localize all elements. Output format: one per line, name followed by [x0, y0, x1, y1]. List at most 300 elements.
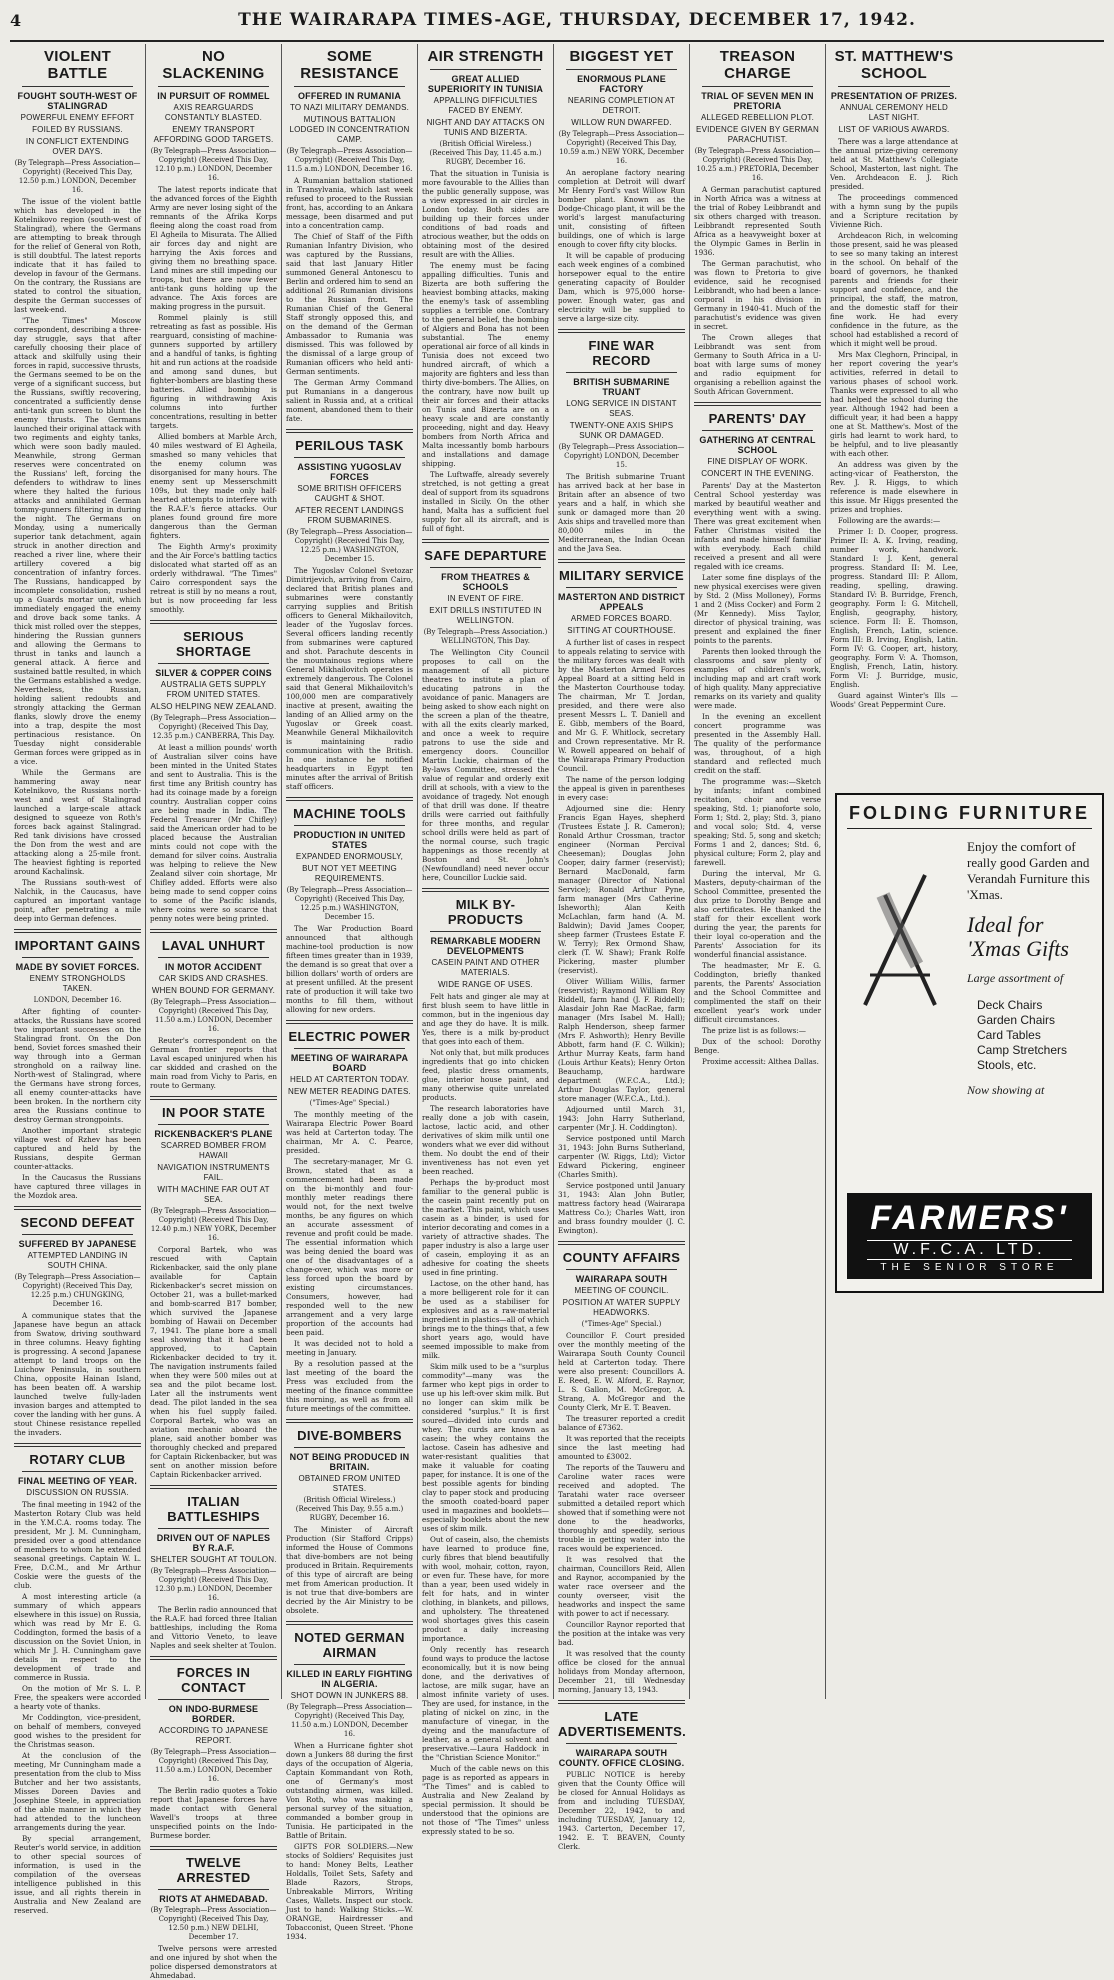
- paragraph: During the interval, Mr G. Masters, deputy-chairman of the School Committee, presented the dux prize to Dorothy Benge and also certificates. He thanked the staff for their excellent work during the year, the parents for their loyal co-operation and the Parents' Association for its wonderful financial assistance.: [694, 869, 821, 959]
- subheading: NOT BEING PRODUCED IN BRITAIN.: [289, 1452, 410, 1472]
- ad-item: Card Tables: [977, 1028, 1041, 1042]
- paragraph: It was reported that the receipts since the last meeting had amounted to £3002.: [558, 1434, 685, 1461]
- subheading: ALLEGED REBELLION PLOT.: [700, 113, 815, 122]
- headline-rule: [22, 957, 133, 958]
- paragraph: Much of the cable news on this page is as reported as appears in "The Times" and is cabled to Australia and New Zealand by special permission. It should be understood that the opinions are not those of "The Times" unless expressly stated to be so.: [422, 1764, 549, 1836]
- article-divider: [14, 929, 141, 933]
- article-body: [286, 566, 413, 791]
- headline-rule: [158, 1528, 269, 1529]
- paragraph: Allied bombers at Marble Arch, 40 miles westward of El Agheila, smashed so many vehicles that the enemy column was disorganised for many hours. The enemy sent up Messerschmitt 109s, but they made only half-hearted attempts to interfere with the R.A.F.'s fierce attacks. Our planes found ground fire more dangerous than the German fighters.: [150, 432, 277, 540]
- article-body: [286, 924, 413, 1014]
- headline-rule: [22, 86, 133, 87]
- paragraph: Rommel plainly is still retreating as fast as possible. His rearguard, consisting of machine-gunners supported by artillery and a handful of tanks, is fighting hit and run actions at the roadside and among sand dunes, but fighter-bombers are blasting these batteries. Allied bombing is figuring in withdrawing Axis columns into further concentrations, resulting in better targets.: [150, 313, 277, 430]
- subheading: TWENTY-ONE AXIS SHIPS SUNK OR DAMAGED.: [569, 421, 674, 440]
- dateline: (By Telegraph—Press Association—Copyright) (Received This Day, 10.25 a.m.) PRETORIA, December 16.: [694, 147, 821, 182]
- article: [286, 797, 413, 1014]
- subheading: CAR SKIDS AND CRASHES.: [158, 974, 269, 983]
- article-body: [150, 1245, 277, 1479]
- paragraph: An address was given by the acting-vicar of Featherston, the Rev. J. R. Higgs, to which reference is made elsewhere in this issue. Mr Higgs presented the prizes and trophies.: [830, 460, 958, 514]
- paragraph: Service postponed until January 31, 1943: Alan John Butler, mattress factory head (Wairarapa Mattress Co.); Charles Watt, iron and brass foundry moulder (J. C. Ewington).: [558, 1181, 685, 1235]
- article: [422, 48, 549, 533]
- paragraph: Archdeacon Rich, in welcoming those present, said he was pleased to see so many taking an interest in the school. On behalf of the board of governors, he thanked parents and friends for their support and confidence, and the principal, the staff, the matron, and the domestic staff for their fine work. He had every confidence in the future, as the school had established a record of which it might well be proud.: [830, 231, 958, 348]
- paragraph: The reports of the Tauweru and Caroline water races were received and adopted. The Taratahi water race overseer submitted a detailed report which showed that if something were not done to the headworks, thoroughly and speedily, serious trouble in getting water into the races would be experienced.: [558, 1463, 685, 1553]
- subheading: TRIAL OF SEVEN MEN IN PRETORIA: [701, 91, 814, 111]
- subheading: MADE BY SOVIET FORCES.: [15, 962, 140, 972]
- subheading: NIGHT AND DAY ATTACKS ON TUNIS AND BIZERTA.: [426, 118, 545, 137]
- article: [286, 48, 413, 423]
- column-4: [418, 44, 554, 1836]
- subheading: PRESENTATION OF PRIZES.: [830, 91, 958, 101]
- paragraph: Only recently has research found ways to produce the lactose economically, but it is now being done, and the derivatives of lactose, are milk sugar, have an almost infinite variety of uses. They are used, for instance, in the plating of nickel on zinc, in the manufacture of vinegar, in the dyeing and the manufacture of leather, as a general solvent and preservative.—Laura Haddock in the "Christian Science Monitor.": [422, 1645, 549, 1762]
- paragraph: Service postponed until March 31, 1943: John Burns Sutherland, carpenter (W. Riggs, Ltd); Victor Edward Pickering, engineer (Charles Smith).: [558, 1134, 685, 1179]
- subheading: ON INDO-BURMESE BORDER.: [168, 1704, 259, 1724]
- dateline: (By Telegraph—Press Association—Copyright) (Received This Day, 12.10 p.m.) LONDON, December 16.: [150, 147, 277, 182]
- subheading: ASSISTING YUGOSLAV FORCES: [297, 462, 402, 482]
- article-body: [830, 137, 958, 709]
- ad-item: Camp Stretchers: [977, 1043, 1068, 1057]
- subheading: SOME BRITISH OFFICERS CAUGHT & SHOT.: [297, 484, 402, 503]
- subheading: EXIT DRILLS INSTITUTED IN WELLINGTON.: [429, 606, 542, 625]
- paragraph: The Minister of Aircraft Production (Sir Stafford Cripps) informed the House of Commons that dive-bombers are not being produced in Britain. Requirements of this type of aircraft are being met from American production. It is not true that dive-bombers are decried by the Air Ministry to be obsolete.: [286, 1525, 413, 1615]
- paragraph: At the conclusion of the meeting, Mr Cunningham made a presentation from the club to Miss Butcher and her two assistants, Misses Doreen Davies and Josephine Steele, in appreciation of the able manner in which they had attended to the luncheon arrangements during the year.: [14, 1751, 141, 1832]
- article: [150, 1846, 277, 1980]
- article-body: [286, 1525, 413, 1615]
- paragraph: The Berlin radio quotes a Tokio report that Japanese forces have made contact with General Wavell's troops at three unspecified points on the Indo-Burmese border.: [150, 1786, 277, 1840]
- headline: LATE ADVERTISEMENTS.: [558, 1709, 687, 1739]
- paragraph: A Rumanian battalion stationed in Transylvania, which last week refused to proceed to the Russian front, has, according to an Ankara message, been disarmed and put into a concentration camp.: [286, 176, 413, 230]
- headline-rule: [294, 825, 405, 826]
- headline: SECOND DEFEAT: [20, 1215, 135, 1230]
- ad-brand-company: W.F.C.A. LTD.: [867, 1240, 1072, 1260]
- article: [286, 429, 413, 791]
- article-body: [558, 472, 685, 553]
- farmers-advertisement: [835, 785, 1104, 1293]
- headline: PERILOUS TASK: [295, 438, 404, 453]
- article: [150, 1096, 277, 1479]
- subheading: MUTINOUS BATTALION LODGED IN CONCENTRATION CAMP.: [289, 115, 410, 144]
- article-divider: [150, 1846, 277, 1850]
- ad-box: [835, 793, 1104, 1293]
- article-divider: [150, 929, 277, 933]
- dateline: (By Telegraph—Press Association—Copyright) (Received This Day, 10.59 a.m.) NEW YORK, December 16.: [558, 130, 685, 165]
- subheading: BRITISH SUBMARINE TRUANT: [573, 377, 670, 397]
- subheading: POSITION AT WATER SUPPLY HEADWORKS.: [562, 1298, 681, 1317]
- subheading: SILVER & COPPER COINS: [155, 668, 272, 678]
- subheading: PRODUCTION IN UNITED STATES: [293, 830, 406, 850]
- subheading: ENEMY STRONGHOLDS TAKEN.: [29, 974, 126, 993]
- article: [150, 1485, 277, 1650]
- paragraph: An aeroplane factory nearing completion at Detroit will dwarf Mr Henry Ford's vast Willow Run bomber plant. Known as the Dodge-Chicago plant, it will be the world's largest manufacturing unit, consisting of fifteen buildings, one of which is large enough to cover fifty city blocks.: [558, 168, 685, 249]
- dateline: (By Telegraph—Press Association—Copyright) (Received This Day, 11.50 a.m.) LONDON, December 16.: [150, 1748, 277, 1783]
- paragraph: Following are the awards:—: [838, 516, 941, 525]
- subheading: EXPANDED ENORMOUSLY,: [295, 852, 404, 861]
- dateline: (By Telegraph—Press Association—Copyright) (Received This Day, 11.50 a.m.) LONDON, December 16.: [150, 998, 277, 1033]
- subheading: ATTEMPTED LANDING IN SOUTH CHINA.: [27, 1251, 128, 1270]
- headline-rule: [158, 1889, 269, 1890]
- subheading: SITTING AT COURTHOUSE.: [567, 626, 676, 635]
- paragraph: That the situation in Tunisia is more favourable to the Allies than the public generally suppose, was a view expressed in air circles in London today. Both sides are building up their forces under conditions of bad roads and atrocious weather, but the odds on obtaining most of the desired result are with the Allies.: [422, 169, 549, 259]
- paragraph: Proxime accessit: Althea Dallas.: [702, 1057, 819, 1066]
- subheading: FOILED BY RUSSIANS.: [32, 125, 123, 134]
- paragraph: While the Germans are hammering away near Kotelnikovo, the Russians north-west and west of Stalingrad launched a large-scale attack designed to squeeze von Roth's forces back against Stalingrad. Red tank divisions have crossed the Don from the west and are attacking along a 25-mile front. The heaviest fighting is reported around Kachalinsk.: [14, 768, 141, 876]
- subheading: FROM THEATRES & SCHOOLS: [441, 572, 530, 592]
- headline: NO SLACKENING: [162, 48, 265, 82]
- headline-rule: [294, 1447, 405, 1448]
- paragraph: Primer I: D. Cooper, progress. Primer II: A. K. Irving, reading, number work, handwork. Standard I: J. Kent, general progress. Standard II: M. Lee, progress. Standard III: P. Allom, reading, spelling, drawing. Standard IV: B. Burridge, French, geography. Form I: G. Mitchell, English, geography, history, science. Form II: E. Thomson, English, French, Latin, science. Form III: B. Irving, English, Latin. Form IV: G. Cooper, art, history, geography. Form V: A. Thomson, English, French, Latin, history. Form VI: J. Burridge, music, English.: [830, 527, 958, 689]
- headline: ITALIAN BATTLESHIPS: [167, 1494, 260, 1524]
- paragraph: Dux of the school: Dorothy Benge.: [694, 1037, 821, 1055]
- subheading: REMARKABLE MODERN DEVELOPMENTS: [430, 936, 541, 956]
- paragraph: After fighting of counter-attacks, the Russians have scored two important successes on the Stalingrad front. On the Don bend, Soviet forces smashed their way through into a German stronghold on a railway line. North-west of Stalingrad, where the Germans have strong forces, all enemy counter-attacks have been broken. In the northern city area the Russians continue to destroy German strongpoints.: [14, 1007, 141, 1124]
- subheading: WAIRARAPA SOUTH: [575, 1274, 668, 1284]
- subheading: IN CONFLICT EXTENDING OVER DAYS.: [25, 137, 130, 156]
- subheading: WITH MACHINE FAR OUT AT SEA.: [157, 1185, 270, 1204]
- headline-rule: [294, 1664, 405, 1665]
- ad-title: FOLDING FURNITURE: [847, 803, 1092, 829]
- article: [558, 1700, 685, 1851]
- paragraph: The Eighth Army's proximity and the Air Force's battling tactics dislocated what started off as an orderly withdrawal. "The Times" Cairo correspondent says the retreat is still by no means a rout, but is now proceeding far less smoothly.: [150, 542, 277, 614]
- headline-rule: [566, 372, 677, 373]
- article-body: [14, 1500, 141, 1915]
- article-body: [14, 197, 141, 923]
- headline: COUNTY AFFAIRS: [562, 1250, 681, 1265]
- article: [150, 48, 277, 614]
- article-body: [422, 992, 549, 1836]
- article-body: [422, 169, 549, 533]
- subheading: WIDE RANGE OF USES.: [438, 980, 533, 989]
- paragraph: By a resolution passed at the last meeting of the board the Press was excluded from the meeting of the finance committee this morning, as well as from all future meetings of the committee.: [286, 1359, 413, 1413]
- column-2: [146, 44, 282, 1980]
- headline: FINE WAR RECORD: [588, 338, 655, 368]
- subheading: HELD AT CARTERTON TODAY.: [289, 1075, 410, 1084]
- article-body: [558, 638, 685, 1235]
- subheading: BUT NOT YET MEETING REQUIREMENTS.: [302, 864, 397, 883]
- dateline: (British Official Wireless.) (Received This Day, 11.45 a.m.) RUGBY, December 16.: [429, 140, 542, 166]
- headline-rule: [566, 69, 677, 70]
- article-divider: [286, 797, 413, 801]
- ad-brand-slogan: THE SENIOR STORE: [880, 1262, 1059, 1273]
- subheading: ACCORDING TO JAPANESE REPORT.: [158, 1726, 269, 1745]
- paragraph: Adjourned sine die: Henry Francis Egan Hayes, shepherd (Trustees Estate J. R. Cameron); Ronald Arthur Crossman, tractor engineer (Norman Percival Cheeseman); Douglas John Cooper, dairy farmer (reservist); Bernard MacDonald, farm manager (Director of National Service); Ronald Arthur Pyne, farm manager (Mrs Catherine Isheworth); Alan Keith McLachlan, farm hand (A. M. Baldwin); David James Cooper, sheep farmer (Trustees Estate F. W. Terry); Rex Ormond Shaw, clerk (T. W. Shaw); Frank Rolfe Pickering, master plumber (reservist).: [558, 804, 685, 975]
- article: [558, 1241, 685, 1694]
- ad-showing: Now showing at: [967, 1083, 1045, 1097]
- paragraph: It was resolved that the county office be closed for the annual holidays from Monday afternoon, December 21, till Wednesday morning, January 13, 1943.: [558, 1649, 685, 1694]
- subheading: FINE DISPLAY OF WORK.: [707, 457, 808, 466]
- page-number: 4: [10, 10, 22, 30]
- dateline: (By Telegraph—Press Association—Copyright) (Received This Day, 11.50 a.m.) LONDON, December 16.: [286, 1703, 413, 1738]
- paragraph: The programme was:—Sketch by infants; infant combined recitation, choir and verse speaking, Std. 1; pianoforte solo, Form 1; Std. 2, play; Std. 3, piano and vocal solo; Std. 4, verse speaking; Std. 5, song and sketch; Forms 1 and 2, dances; Std. 6, physical culture; Form 2, play and farewell.: [694, 777, 821, 867]
- headline: FORCES IN CONTACT: [176, 1665, 251, 1695]
- article: [14, 48, 141, 923]
- article-divider: [694, 402, 821, 406]
- subheading: TO NAZI MILITARY DEMANDS.: [289, 103, 410, 112]
- headline: VIOLENT BATTLE: [43, 48, 112, 82]
- article-divider: [558, 329, 685, 333]
- paragraph: The monthly meeting of the Wairarapa Electric Power Board was held at Carterton today. The chairman, Mr A. C. Pearce, presided.: [286, 1110, 413, 1155]
- paragraph: Parents then looked through the classrooms and saw plenty of examples of children's work, including map and art craft work of high quality. Many appreciative remarks on its variety and quality were made.: [694, 647, 821, 710]
- subheading: ENEMY TRANSPORT AFFORDING GOOD TARGETS.: [153, 125, 274, 144]
- subheading: RIOTS AT AHMEDABAD.: [159, 1894, 268, 1904]
- paragraph: The issue of the violent battle which has developed in the Kotelnikovo region (south-west of Stalingrad), where the Germans are attempting to break through for the relief of General von Roth, is still doubtful. The latest reports indicate that it has failed to develop in favour of the Germans. On the contrary, the Russians are stated to control the situation, despite the German successes of last week-end.: [14, 197, 141, 314]
- headline: MILK BY-PRODUCTS: [447, 897, 524, 927]
- article-divider: [14, 1206, 141, 1210]
- headline: NOTED GERMAN AIRMAN: [294, 1630, 405, 1660]
- article: [558, 48, 685, 323]
- column-5: [554, 44, 690, 1851]
- subheading: AFTER RECENT LANDINGS FROM SUBMARINES.: [295, 506, 404, 525]
- article-body: [150, 1786, 277, 1840]
- ad-ideal: Ideal for 'Xmas Gifts: [967, 912, 1069, 961]
- article: [150, 1656, 277, 1840]
- paragraph: The Crown alleges that Leibbrandt was sent from Germany to South Africa in a U-boat with large sums of money and radio equipment for organising a rebellion against the South African Government.: [694, 333, 821, 396]
- paragraph: The Wellington City Council proposes to call on the management of all picture theatres to institute a plan of educating patrons in the avoidance of panic. Managers are being asked to show each night on the screen a plan of the theatre, with all the exits clearly marked, and once a week to require patrons to use the side and emergency doors. Councillor Martin Luckie, chairman of the By-laws Committee, stressed the value of regular and orderly exit drill at schools, with a view to the avoidance of tragedy. Not enough of that drill was done. If theatre drills were carried out faithfully for three months, and regular school drills were held as part of the normal course, such tragic happenings as those recently at Boston and St. John's (Newfoundland) need never occur here, Councillor Luckie said.: [422, 648, 549, 882]
- paragraph: The Luftwaffe, already severely stretched, is not getting a great deal of support from its squadrons installed in Sicily. On the other hand, Malta has a sufficient fuel supply for all its aircraft, and is full of fight.: [422, 470, 549, 533]
- column-1: [10, 44, 146, 1915]
- headline-rule: [158, 86, 269, 87]
- subheading: WAIRARAPA SOUTH COUNTY. OFFICE CLOSING.: [558, 1748, 685, 1768]
- article: [422, 539, 549, 882]
- ad-item: Garden Chairs: [977, 1013, 1056, 1027]
- subheading: WILLOW RUN DWARFED.: [571, 118, 672, 127]
- subheading: FOUGHT SOUTH-WEST OF STALINGRAD: [17, 91, 138, 111]
- subheading: GATHERING AT CENTRAL SCHOOL: [699, 435, 816, 455]
- article: [422, 888, 549, 1836]
- article-divider: [286, 429, 413, 433]
- paragraph: The British submarine Truant has arrived back at her base in Britain after an absence of two years and a half, in which she sunk or damaged more than 20 Axis ships and travelled more than 80,000 miles in the Mediterranean, the Indian Ocean and the Java Sea.: [558, 472, 685, 553]
- article-body: [150, 1036, 277, 1090]
- paragraph: The headmaster, Mr E. G. Coddington, briefly thanked parents, the Parents' Association and the School Committee and complimented the staff on their excellent year's work under difficult circumstances.: [694, 961, 821, 1024]
- paragraph: Oliver William Willis, farmer (reservist); Raymond William Roy Riddell, farm hand (J. F. Riddell); Alasdair John Rae MacRae, farm manager (Mrs Isabel M. Hall); Ralph Henderson, sheep farmer (Mrs F. Ashworth); Henry Beville Abbott, farm hand (F. C. Wilkin); Arthur Murray Keats, farm hand (Louis Arthur Keats); Henry Orton Beauchamp, hardware department (W.F.C.A., Ltd.); Arthur Douglas Taylor, general store manager (W.F.C.A., Ltd.).: [558, 977, 685, 1103]
- article: [830, 48, 958, 709]
- article-body: [150, 1944, 277, 1980]
- paragraph: GIFTS FOR SOLDIERS.—New stocks of Soldiers' Requisites just to hand: Money Belts, Leather Holdalls, Toilet Sets, Safety and Blade Razors, Strops, Unbreakable Mirrors, Writing Cases, Wallets. Inspect our stock. Just to hand: Walking Sticks.—W. ORANGE, Hairdresser and Tobacconist, Queen Street. 'Phone 1934.: [286, 1842, 413, 1941]
- headline-rule: [294, 86, 405, 87]
- subheading: ALSO HELPING NEW ZEALAND.: [150, 702, 277, 711]
- article-body: [150, 1605, 277, 1650]
- headline-rule: [22, 1234, 133, 1235]
- paragraph: When a Hurricane fighter shot down a Junkers 88 during the first days of the occupation of Algeria, Captain Kommandant von Roth, one of Germany's most outstanding airmen, was killed. Von Roth, who was making a personal survey of the situation, commanded a bomber group in Tunisia. He participated in the Battle of Britain.: [286, 1741, 413, 1840]
- dateline: (By Telegraph—Press Association—Copyright) (Received This Day, 12.35 p.m.) CANBERRA, This Day.: [150, 714, 277, 740]
- dateline: ("Times-Age" Special.): [309, 1099, 390, 1107]
- subheading: ARMED FORCES BOARD.: [570, 614, 673, 623]
- ad-tagline: Enjoy the comfort of really good Garden and Verandah Furniture this 'Xmas.: [967, 839, 1090, 902]
- article-body: [694, 481, 821, 1066]
- article-divider: [286, 1419, 413, 1423]
- paragraph: Later some fine displays of the new physical exercises were given by Std. 2 (Miss Molloney), Forms 1 and 2 (Miss Cocker) and Form 2 (Mr Kennedy). Miss Taylor, director of physical training, was present and explained the finer points to the parents.: [694, 573, 821, 645]
- article-divider: [14, 1443, 141, 1447]
- subheading: OFFERED IN RUMANIA: [297, 91, 402, 101]
- article: [14, 1206, 141, 1437]
- article-body: [14, 1007, 141, 1200]
- paragraph: The latest reports indicate that the advanced forces of the Eighth Army are never losing sight of the remnants of the Afrika Korps fleeing along the coast road from El Agheila to Misurata. The Allied air forces day and night are harrying the Axis forces and giving them no breathing space. Land mines are still impeding our troops, but there are now fewer anti-tank guns holding up the advance. The Axis forces are making progress in the pursuit.: [150, 185, 277, 311]
- dateline: (By Telegraph—Press Association—Copyright) (Received This Day, 12.50 p.m.) NEW DELHI, December 17.: [150, 1906, 277, 1941]
- headline: IN POOR STATE: [161, 1105, 266, 1120]
- headline-rule: [294, 1048, 405, 1049]
- paragraph: A most interesting article (a summary of which appears elsewhere in this issue) on Russia, which was read by Mr E. G. Coddington, formed the basis of a discussion on the Soviet Union, in which Mr J. H. Cunningham gave details in respect to the development of trade and commerce in Russia.: [14, 1592, 141, 1682]
- article-body: [558, 1770, 685, 1851]
- headline: SERIOUS SHORTAGE: [175, 629, 252, 659]
- dateline: (By Telegraph—Press Association—Copyright) (Received This Day, 11.5 a.m.) LONDON, December 16.: [286, 147, 413, 173]
- subheading: SCARRED BOMBER FROM HAWAII: [160, 1141, 267, 1160]
- article-divider: [422, 539, 549, 543]
- paragraph: By special arrangement, Reuter's world service, in addition to other special sources of information, is used in the compilation of the overseas intelligence published in this issue, and all rights therein in Australia and New Zealand are reserved.: [14, 1834, 141, 1915]
- headline-rule: [158, 1699, 269, 1700]
- article-divider: [286, 1621, 413, 1625]
- headline: MILITARY SERVICE: [559, 568, 684, 583]
- dateline: (By Telegraph—Press Association—Copyright) (Received This Day, 12.25 p.m.) WASHINGTON, December 15.: [286, 528, 413, 563]
- subheading: IN PURSUIT OF ROMMEL: [157, 91, 270, 101]
- subheading: ANNUAL CEREMONY HELD LAST NIGHT.: [839, 103, 949, 122]
- headline: PARENTS' DAY: [708, 411, 807, 426]
- masthead-title: THE WAIRARAPA TIMES-AGE, THURSDAY, DECEMBER 17, 1942.: [238, 10, 916, 30]
- article: [14, 929, 141, 1200]
- article-body: [558, 168, 685, 323]
- paragraph: Skim milk used to be a "surplus commodity"—many was the farmer who kept pigs in order to use up his left-over skim milk. But no longer can skim milk be considered "surplus." It is first soured—divided into curds and whey. The curds are known as casein; the whey contains the lactose. Casein has adhesive and water-resistant qualities that make it valuable for coating paper, for instance. It is one of the best possible agents for binding clay to paper stock and producing the smooth coated-board paper used in magazines and booklets—especially booklets about the new uses of skim milk.: [422, 1362, 549, 1533]
- subheading: IN MOTOR ACCIDENT: [165, 962, 262, 972]
- dateline: (By Telegraph—Press Association—Copyright) (Received This Day, 12.25 p.m.) WASHINGTON, December 15.: [286, 886, 413, 921]
- article-body: [558, 1331, 685, 1694]
- ad-brand-name: FARMERS': [870, 1199, 1069, 1237]
- paragraph: The Berlin radio announced that the R.A.F. had forced three Italian battleships, including the Roma and Vittorio Veneto, to leave Naples and seek shelter at Toulon.: [150, 1605, 277, 1650]
- paragraph: The secretary-manager, Mr G. Brown, stated that as a commencement had been made on the bi-monthly and four-monthly meter readings there would not, for the next twelve months, be any figures on which an accurate assessment of revenue and profit could be made. The essential information which was being denied the board was one of the disadvantages of a change-over, which was more or less forced upon the board by existing circumstances. Consumers, however, had responded well to the new arrangement and a very large proportion of the accounts had been paid.: [286, 1157, 413, 1337]
- subheading: RICKENBACKER'S PLANE: [154, 1129, 273, 1139]
- article-body: [422, 648, 549, 882]
- article-body: [286, 1741, 413, 1941]
- subheading: CONCERT IN THE EVENING.: [701, 469, 814, 478]
- paragraph: Mr Coddington, vice-president, on behalf of members, conveyed good wishes to the president for the Christmas season.: [14, 1713, 141, 1749]
- subheading: WHEN BOUND FOR GERMANY.: [151, 986, 276, 995]
- paragraph: The German parachutist, who was flown to Pretoria to give evidence, said he recognised Leibbrandt, who had been a lance-corporal in his division in Germany in 1940-41. Much of the parachutist's evidence was given in secret.: [694, 259, 821, 331]
- headline-rule: [22, 1471, 133, 1472]
- subheading: GREAT ALLIED SUPERIORITY IN TUNISIA: [427, 74, 544, 94]
- paragraph: The War Production Board announced that although machine-tool production is now fifteen times greater than in 1939, the demand is so great that over a billion dollars' worth of orders are at present unfilled. At the present rate of production it will take two months to fill them, without allowing for new orders.: [286, 924, 413, 1014]
- paragraph: Out of casein, also, the chemists have learned to produce fine, curly fibres that blend beautifully with wool, mohair, cotton, rayon, or even fur. These have, for more than a year, been used widely in felt for hats, and in winter clothing, in blankets, and pillows, and upholstery. The threatened wool shortages gives this casein product a daily increasing importance.: [422, 1535, 549, 1643]
- paragraph: Lactose, on the other hand, has a more belligerent role for it can be used as a stabiliser for explosives and as a raw-material ingredient in plastics—all of which brings me to the things that, a few short years ago, would have seemed impossible to make from milk.: [422, 1279, 549, 1360]
- headline-rule: [158, 1124, 269, 1125]
- ad-item: Deck Chairs: [977, 998, 1043, 1012]
- article: [14, 1443, 141, 1915]
- subheading: DISCUSSION ON RUSSIA.: [26, 1488, 129, 1497]
- headline: TREASON CHARGE: [719, 48, 796, 82]
- headline-rule: [294, 457, 405, 458]
- subheading: LIST OF VARIOUS AWARDS.: [838, 125, 950, 134]
- deck-chair-icon: [855, 855, 945, 1015]
- ad-assortment: Large assortment of: [967, 971, 1064, 985]
- dateline: (By Telegraph—Press Association—Copyright) LONDON, December 15.: [558, 443, 685, 469]
- dateline: ("Times-Age" Special.): [581, 1320, 662, 1328]
- subheading: OBTAINED FROM UNITED STATES.: [298, 1474, 401, 1493]
- subheading: DRIVEN OUT OF NAPLES BY R.A.F.: [156, 1533, 271, 1553]
- headline: AIR STRENGTH: [427, 48, 544, 65]
- headline: ST. MATTHEW'S SCHOOL: [834, 48, 954, 82]
- subheading: ENORMOUS PLANE FACTORY: [577, 74, 666, 94]
- paragraph: The Yugoslav Colonel Svetozar Dimitrijevich, arriving from Cairo, declared that British planes and submarines were constantly carrying supplies and British officers to General Mikhailovitch, leader of the Yugoslav forces. Several officers landing recently from submarines were captured and shot. Parachute descents in the mountainous regions where General Mikhailovitch operates is extremely dangerous. The Colonel said that General Mikhailovitch's 100,000 men are comparatively inactive at present, awaiting the landing of an Allied army on the Yugoslav or Greek coast. Meanwhile General Mikhailovitch is maintaining radio communication with the British. In one instance he notified headquarters in Egypt ten minutes after the arrival of British staff officers.: [286, 566, 413, 791]
- headline-rule: [566, 1743, 677, 1744]
- subheading: MASTERTON AND DISTRICT APPEALS: [558, 592, 685, 612]
- headline: DIVE-BOMBERS: [297, 1428, 402, 1443]
- headline-rule: [566, 1269, 677, 1270]
- headline: TWELVE ARRESTED: [176, 1855, 251, 1885]
- ad-item: Stools, etc.: [977, 1058, 1037, 1072]
- dateline: (By Telegraph—Press Association.) WELLINGTON, This Day.: [423, 628, 548, 645]
- article-divider: [558, 1700, 685, 1704]
- paragraph: The name of the person lodging the appeal is given in parentheses in every case:: [558, 775, 685, 802]
- article: [286, 1419, 413, 1615]
- paragraph: It was resolved that the chairman, Councillors Reid, Allen and Raynor, accompanied by the water race overseer and the county overseer, visit the headworks and inspect the same with power to act if necessary.: [558, 1555, 685, 1618]
- paragraph: A German parachutist captured in North Africa was a witness at the trial of Robey Leibbrandt and six others charged with treason. Leibbrandt represented South Africa as a heavyweight boxer at the Olympic Games in Berlin in 1936.: [694, 185, 821, 257]
- subheading: POWERFUL ENEMY EFFORT: [20, 113, 135, 122]
- article: [694, 402, 821, 1066]
- article: [558, 329, 685, 553]
- paragraph: The treasurer reported a credit balance of £7362.: [558, 1414, 685, 1432]
- article-divider: [150, 1485, 277, 1489]
- ad-items-list: [977, 998, 1092, 1073]
- paragraph: The enemy must be facing appalling difficulties. Tunis and Bizerta are both suffering the heaviest bombing attacks, making the enemy's task of assembling supplies a terrible one. Contrary to the general belief, the bombing of Algiers and Bona has not been substantial. The enemy operational air force of all kinds in Tunisia does not exceed two hundred aircraft, of which a majority are fighters and less than thirty dive-bombers. The Allies, on the contrary, have now built up their air forces and their attacks on Tunis and Bizerta are on a heavy scale and are constantly proceeding, night and day. Heavy bombers from North Africa and Malta incessantly bomb harbours and installations and damage shipping.: [422, 261, 549, 468]
- paragraph: At least a million pounds' worth of Australian silver coins have been minted in the United States and sent to Australia. This is the first time any British country has had its coinage made by a foreign country. Australian copper coins are being made in India. The Federal Treasurer (Mr Chifley) said the American order had to be placed because the Australian mints could not cope with the demand for silver coins. Australia was helping to relieve the New Zealand silver coin shortage, Mr Chifley added. Efforts were also being made to send copper coins to some of the Pacific islands, where coins were so scarce that penny notes were being printed.: [150, 743, 277, 923]
- subheading: NEW METER READING DATES.: [288, 1087, 411, 1096]
- article: [286, 1020, 413, 1413]
- subheading: IN EVENT OF FIRE.: [447, 594, 524, 603]
- headline-rule: [430, 567, 541, 568]
- subheading: EVIDENCE GIVEN BY GERMAN PARACHUTIST.: [696, 125, 819, 144]
- subheading: MEETING OF WAIRARAPA BOARD: [290, 1053, 409, 1073]
- paragraph: The proceedings commenced with a hymn sung by the pupils and a Scripture recitation by Vivienne Rich.: [830, 193, 958, 229]
- headline: IMPORTANT GAINS: [14, 938, 141, 953]
- headline: ELECTRIC POWER: [288, 1029, 411, 1044]
- dateline: (By Telegraph—Press Association—Copyright) (Received This Day, 12.50 p.m.) LONDON, December 16.: [14, 159, 141, 194]
- paragraph: The Russians south-west of Nalchik, in the Caucasus, have captured an important vantage point, after penetrating a mile deep into German defences.: [14, 878, 141, 923]
- paragraph: The prize list is as follows:—: [702, 1026, 806, 1035]
- paragraph: In the Caucasus the Russians have captured three villages in the Mozdok area.: [14, 1173, 141, 1200]
- paragraph: Guard against Winter's Ills — Woods' Great Peppermint Cure.: [830, 691, 958, 709]
- dateline: LONDON, December 16.: [33, 996, 122, 1004]
- ad-brand: [847, 1193, 1092, 1279]
- article-divider: [286, 1020, 413, 1024]
- headline: LAVAL UNHURT: [161, 938, 266, 953]
- column-3: [282, 44, 418, 1941]
- article-divider: [150, 620, 277, 624]
- paragraph: Another important strategic village west of Rzhev has been captured and held by the Russians, despite German counter-attacks.: [14, 1126, 141, 1171]
- headline-rule: [158, 957, 269, 958]
- subheading: KILLED IN EARLY FIGHTING IN ALGERIA.: [286, 1669, 413, 1689]
- article-divider: [150, 1656, 277, 1660]
- headline-rule: [702, 430, 813, 431]
- headline: BIGGEST YET: [569, 48, 674, 65]
- paragraph: A further list of cases in respect to appeals relating to service with the military forces was dealt with by the Masterton Armed Forces Appeal Board at a sitting held in the Masterton Courthouse today. The chairman, Mr T. Jordan, presided, and there were also present Messrs L. T. Daniell and E. Gibb, members of the Board, and Mr G. F. Whitlock, secretary and Crown representative. Mr R. W. Rowell appeared on behalf of the Wairarapa Primary Production Council.: [558, 638, 685, 773]
- subheading: CASEIN PAINT AND OTHER MATERIALS.: [431, 958, 540, 977]
- paragraph: Councillor Raynor reported that the position at the intake was very bad.: [558, 1620, 685, 1647]
- article-body: [286, 176, 413, 423]
- dateline: (By Telegraph—Press Association—Copyright) (Received This Day, 12.30 p.m.) LONDON, December 16.: [150, 1567, 277, 1602]
- article-divider: [150, 1096, 277, 1100]
- headline: SAFE DEPARTURE: [424, 548, 547, 563]
- headline-rule: [702, 86, 813, 87]
- article-divider: [558, 1241, 685, 1245]
- headline: MACHINE TOOLS: [293, 806, 406, 821]
- subheading: NAVIGATION INSTRUMENTS FAIL.: [157, 1163, 270, 1182]
- masthead: [10, 0, 1104, 42]
- headline-rule: [430, 69, 541, 70]
- subheading: AUSTRALIA GETS SUPPLY FROM UNITED STATES.: [160, 680, 267, 699]
- subheading: APPALLING DIFFICULTIES FACED BY ENEMY.: [433, 96, 538, 115]
- subheading: AXIS REARGUARDS CONSTANTLY BLASTED.: [164, 103, 263, 122]
- paragraph: It was decided not to hold a meeting in January.: [286, 1339, 413, 1357]
- paragraph: The final meeting in 1942 of the Masterton Rotary Club was held in the Y.M.C.A. rooms today. The president, Mr J. M. Cunningham, presided over a good attendance of members to whom he extended seasonal greetings. Captain W. L. Free, D.C.M., and Mr Arthur Coskie were the guests of the club.: [14, 1500, 141, 1590]
- subheading: NEARING COMPLETION AT DETROIT.: [567, 96, 676, 115]
- article-body: [150, 185, 277, 614]
- dateline: (By Telegraph—Press Association—Copyright) (Received This Day, 12.25 p.m.) CHUNGKING, December 16.: [14, 1273, 141, 1308]
- dateline: (British Official Wireless.) (Received This Day, 9.55 a.m.) RUGBY, December 16.: [295, 1496, 404, 1522]
